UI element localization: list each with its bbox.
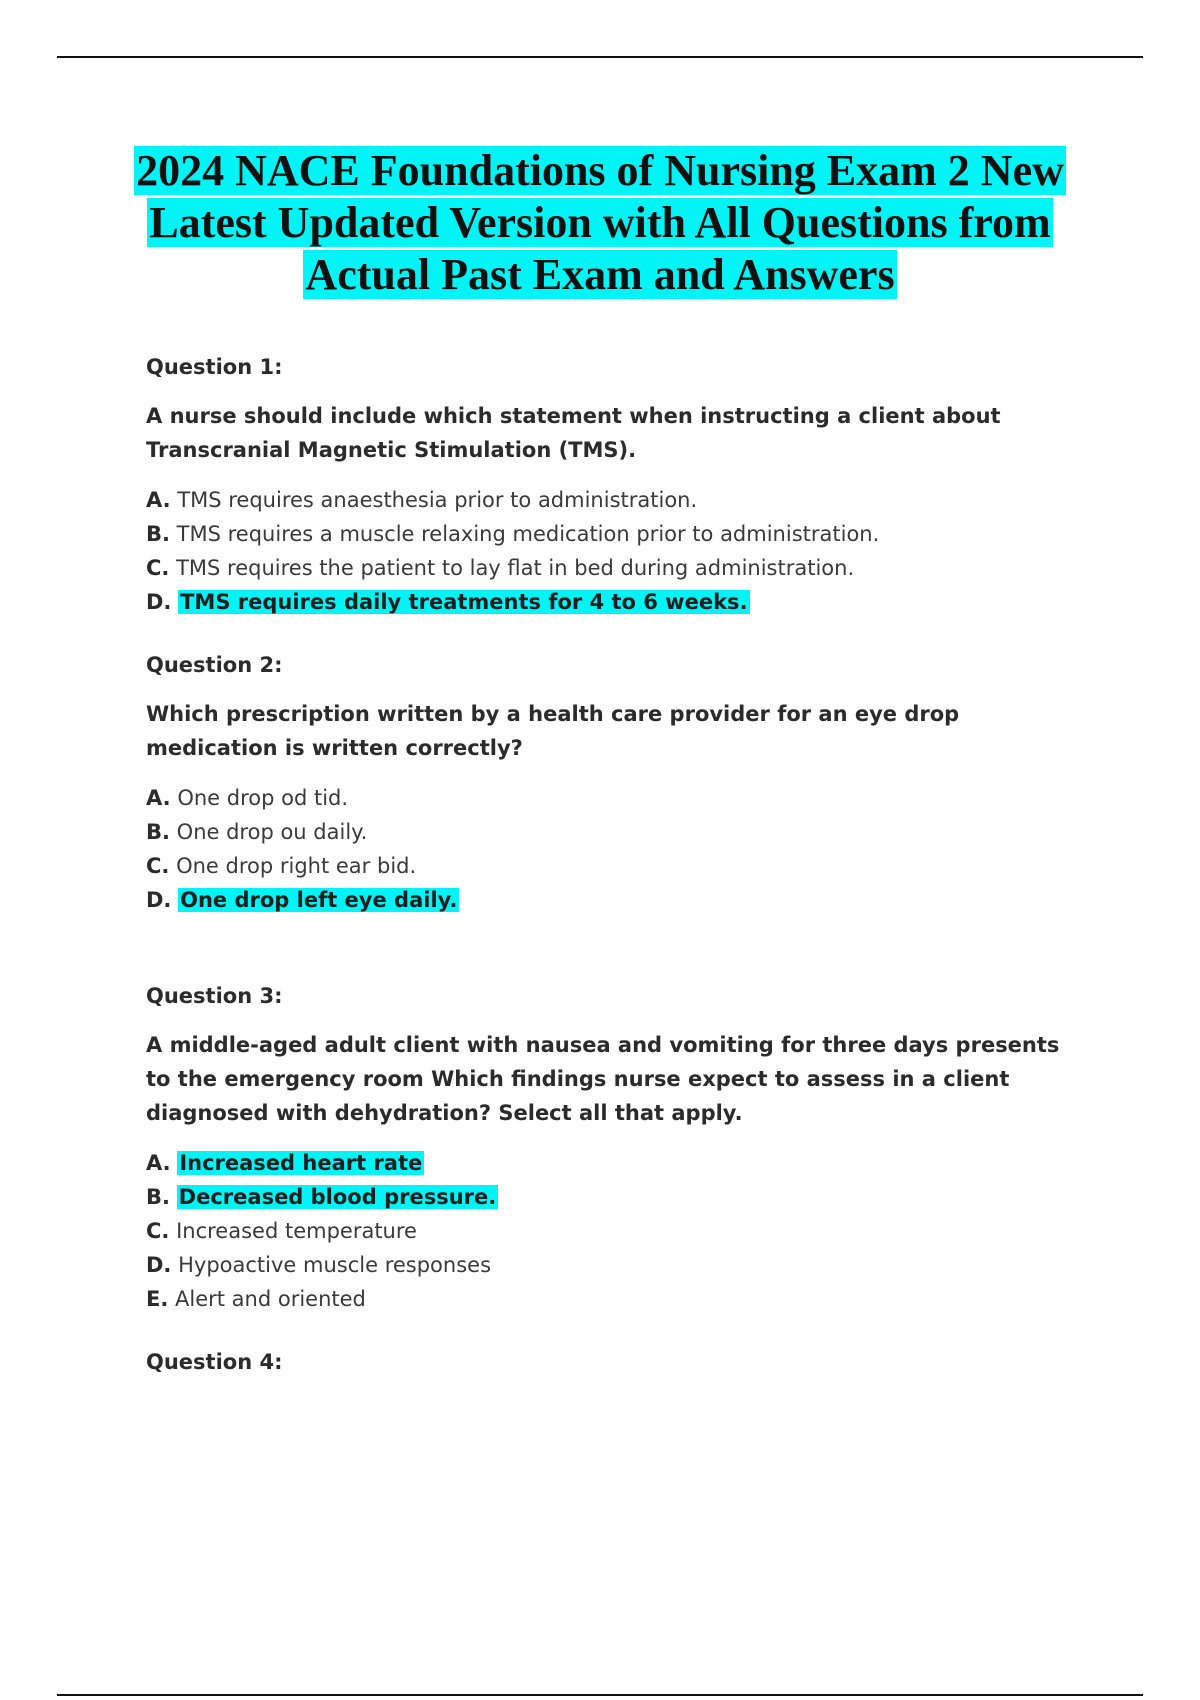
option-text: One drop right ear bid. [176, 854, 417, 878]
correct-answer-highlight: One drop left eye daily. [180, 888, 458, 912]
option-letter: A. [146, 1151, 171, 1175]
option-letter: A. [146, 488, 171, 512]
option-letter: C. [146, 854, 170, 878]
option-letter: D. [146, 590, 172, 614]
question-label: Question 1: [146, 355, 283, 379]
option-b [146, 517, 1086, 551]
option-b [146, 1180, 1086, 1214]
option-d [146, 585, 1086, 619]
option-letter: C. [146, 1219, 170, 1243]
option-text: TMS requires the patient to lay flat in bed during administration. [176, 556, 855, 580]
option-letter: B. [146, 1185, 170, 1209]
option-list [146, 483, 1086, 619]
option-a [146, 1146, 1086, 1180]
option-c [146, 551, 1086, 585]
question-list [146, 350, 1086, 1394]
top-divider [57, 56, 1143, 58]
question-3 [146, 979, 1086, 1316]
option-e [146, 1282, 1086, 1316]
option-text: Hypoactive muscle responses [178, 1253, 492, 1277]
option-list [146, 781, 1086, 917]
question-2 [146, 648, 1086, 917]
option-d [146, 883, 1086, 917]
option-text: One drop ou daily. [176, 820, 368, 844]
question-text: A middle-aged adult client with nausea and vomiting for three days presents to the emergency room Which findings nurse expect to assess in a client diagnosed with dehydration? Select all that apply. [146, 1033, 1060, 1125]
question-1 [146, 350, 1086, 619]
option-c [146, 1214, 1086, 1248]
option-b [146, 815, 1086, 849]
correct-answer-highlight: TMS requires daily treatments for 4 to 6 weeks. [180, 590, 748, 614]
question-label: Question 4: [146, 1350, 283, 1374]
option-a [146, 781, 1086, 815]
option-letter: B. [146, 522, 170, 546]
question-label: Question 2: [146, 653, 283, 677]
option-d [146, 1248, 1086, 1282]
option-letter: E. [146, 1287, 169, 1311]
option-letter: D. [146, 1253, 172, 1277]
correct-answer-highlight: Increased heart rate [179, 1151, 423, 1175]
document-title: 2024 NACE Foundations of Nursing Exam 2 New Latest Updated Version with All Questions from Actual Past Exam and Answers [136, 146, 1064, 299]
option-text: Alert and oriented [175, 1287, 366, 1311]
option-text: One drop od tid. [177, 786, 349, 810]
question-text: Which prescription written by a health care provider for an eye drop medication is written correctly? [146, 702, 960, 760]
option-text: Increased temperature [176, 1219, 417, 1243]
bottom-divider [57, 1694, 1143, 1696]
option-text: TMS requires anaesthesia prior to administration. [177, 488, 698, 512]
option-letter: D. [146, 888, 172, 912]
option-letter: C. [146, 556, 170, 580]
option-list [146, 1146, 1086, 1316]
option-letter: A. [146, 786, 171, 810]
option-c [146, 849, 1086, 883]
option-text: TMS requires a muscle relaxing medication prior to administration. [176, 522, 880, 546]
question-label: Question 3: [146, 984, 283, 1008]
option-letter: B. [146, 820, 170, 844]
correct-answer-highlight: Decreased blood pressure. [178, 1185, 497, 1209]
option-a [146, 483, 1086, 517]
question-text: A nurse should include which statement when instructing a client about Transcranial Magnetic Stimulation (TMS). [146, 404, 1001, 462]
question-4 [146, 1345, 1086, 1379]
